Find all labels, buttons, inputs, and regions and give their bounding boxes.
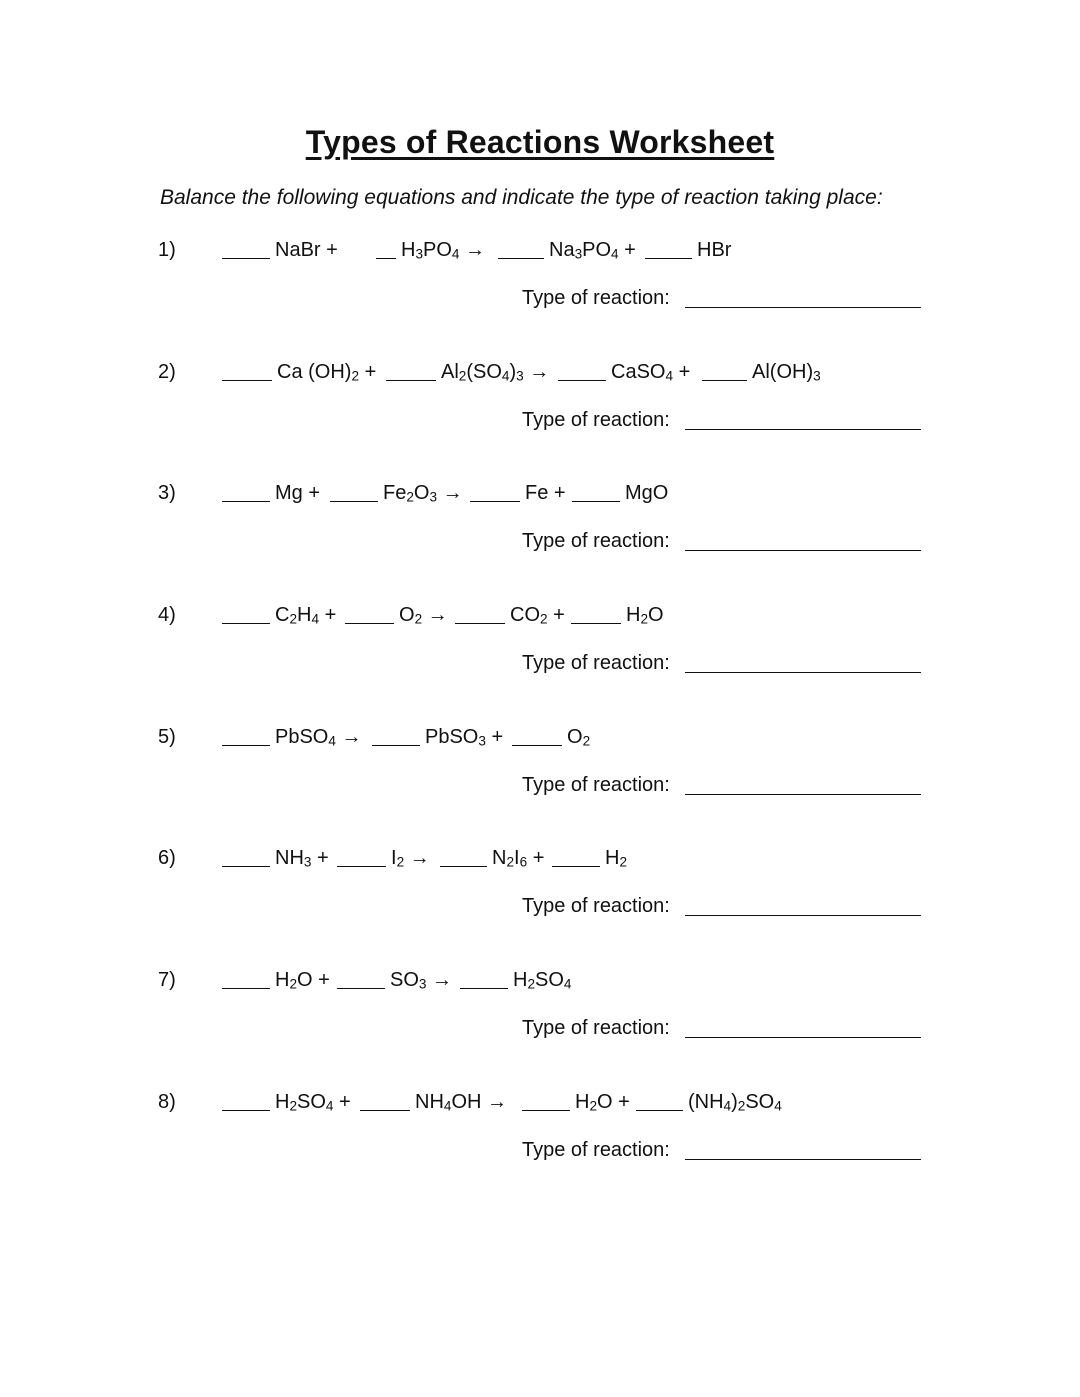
subscript: 2 bbox=[414, 611, 423, 627]
chemical-formula: PbSO$_4$ → bbox=[275, 726, 362, 749]
subscript: 3 bbox=[574, 246, 583, 262]
chemical-formula: $H_2SO_4$ + bbox=[275, 1091, 351, 1114]
plus-sign: + bbox=[612, 1091, 630, 1113]
subscript: 3 bbox=[303, 854, 312, 870]
type-of-reaction-label: Type of reaction: bbox=[522, 895, 670, 917]
coefficient-blank[interactable] bbox=[222, 258, 270, 259]
subscript: 4 bbox=[723, 1098, 732, 1114]
type-of-reaction-label: Type of reaction: bbox=[522, 1139, 670, 1161]
reaction-arrow: → bbox=[335, 726, 362, 748]
plus-sign: + bbox=[673, 361, 691, 383]
plus-sign: + bbox=[547, 604, 565, 626]
type-of-reaction-label: Type of reaction: bbox=[522, 774, 670, 796]
coefficient-blank[interactable] bbox=[702, 380, 747, 381]
chemical-formula: $CO_2$ + bbox=[510, 604, 565, 627]
reaction-arrow: → bbox=[404, 847, 430, 869]
problem-number: 8) bbox=[158, 1091, 176, 1113]
plus-sign: + bbox=[618, 239, 636, 261]
subscript: 2 bbox=[458, 368, 467, 384]
chemical-formula: $(NH_4)_2SO_4$ bbox=[688, 1091, 782, 1114]
coefficient-blank[interactable] bbox=[337, 988, 385, 989]
subscript: 3 bbox=[429, 489, 438, 505]
plus-sign: + bbox=[311, 847, 329, 869]
chemical-formula: $I_2$ → bbox=[391, 847, 430, 870]
coefficient-blank[interactable] bbox=[386, 380, 436, 381]
subscript: 2 bbox=[527, 976, 536, 992]
subscript: 4 bbox=[563, 976, 572, 992]
chemical-formula: NaBr + bbox=[275, 239, 338, 261]
subscript: 6 bbox=[519, 854, 528, 870]
coefficient-blank[interactable] bbox=[337, 866, 386, 867]
chemical-formula: $H_3PO_4$ → bbox=[401, 239, 486, 262]
worksheet-title: Types of Reactions Worksheet bbox=[305, 124, 775, 160]
type-of-reaction-blank[interactable] bbox=[685, 672, 921, 673]
plus-sign: + bbox=[319, 604, 337, 626]
chemical-formula: CaSO$_4$ + bbox=[611, 361, 691, 384]
coefficient-blank[interactable] bbox=[572, 501, 620, 502]
coefficient-blank[interactable] bbox=[558, 380, 606, 381]
coefficient-blank[interactable] bbox=[222, 988, 270, 989]
subscript: 3 bbox=[516, 368, 524, 384]
reaction-arrow: → bbox=[523, 361, 550, 383]
chemical-formula: PbSO$_3$ + bbox=[425, 726, 504, 749]
chemical-formula: $Al(OH)_3$ bbox=[752, 361, 821, 384]
plus-sign: + bbox=[548, 482, 566, 504]
subscript: 2 bbox=[351, 368, 360, 384]
coefficient-blank[interactable] bbox=[512, 745, 562, 746]
subscript: 4 bbox=[665, 368, 674, 384]
coefficient-blank[interactable] bbox=[376, 258, 396, 259]
chemical-formula: $H_2O$ bbox=[626, 604, 664, 627]
type-of-reaction-blank[interactable] bbox=[685, 307, 921, 308]
coefficient-blank[interactable] bbox=[552, 866, 600, 867]
instructions: Balance the following equations and indicate the type of reaction taking place: bbox=[160, 186, 883, 209]
coefficient-blank[interactable] bbox=[522, 1110, 570, 1111]
coefficient-blank[interactable] bbox=[360, 1110, 410, 1111]
subscript: 4 bbox=[501, 368, 510, 384]
coefficient-blank[interactable] bbox=[330, 501, 378, 502]
type-of-reaction-blank[interactable] bbox=[685, 794, 921, 795]
chemical-formula: Fe + bbox=[525, 482, 566, 504]
subscript: 3 bbox=[478, 733, 486, 749]
type-of-reaction-blank[interactable] bbox=[685, 915, 921, 916]
subscript: 2 bbox=[640, 611, 649, 627]
subscript: 2 bbox=[289, 1098, 298, 1114]
chemical-formula: $NH_3$ + bbox=[275, 847, 329, 870]
chemical-formula: $C_2H_4$ + bbox=[275, 604, 337, 627]
chemical-formula: $Na_3PO_4$ + bbox=[549, 239, 636, 262]
coefficient-blank[interactable] bbox=[222, 866, 270, 867]
plus-sign: + bbox=[302, 482, 321, 504]
problem-number: 5) bbox=[158, 726, 176, 748]
coefficient-blank[interactable] bbox=[440, 866, 487, 867]
subscript: 2 bbox=[540, 611, 548, 627]
subscript: 3 bbox=[813, 368, 821, 384]
coefficient-blank[interactable] bbox=[636, 1110, 683, 1111]
subscript: 2 bbox=[737, 1098, 746, 1114]
problem-number: 1) bbox=[158, 239, 176, 261]
chemical-formula: $H_2$ bbox=[605, 847, 628, 870]
subscript: 3 bbox=[415, 246, 424, 262]
coefficient-blank[interactable] bbox=[372, 745, 420, 746]
chemical-formula: HBr bbox=[697, 239, 732, 261]
plus-sign: + bbox=[320, 239, 338, 261]
coefficient-blank[interactable] bbox=[345, 623, 394, 624]
subscript: 4 bbox=[328, 733, 336, 749]
type-of-reaction-label: Type of reaction: bbox=[522, 1017, 670, 1039]
type-of-reaction-blank[interactable] bbox=[685, 550, 921, 551]
subscript: 2 bbox=[396, 854, 405, 870]
reaction-arrow: → bbox=[426, 969, 453, 991]
reaction-arrow: → bbox=[422, 604, 448, 626]
plus-sign: + bbox=[333, 1091, 351, 1113]
type-of-reaction-label: Type of reaction: bbox=[522, 530, 670, 552]
subscript: 2 bbox=[506, 854, 515, 870]
type-of-reaction-blank[interactable] bbox=[685, 429, 921, 430]
subscript: 4 bbox=[451, 246, 460, 262]
coefficient-blank[interactable] bbox=[460, 988, 508, 989]
subscript: 3 bbox=[418, 976, 427, 992]
coefficient-blank[interactable] bbox=[222, 501, 270, 502]
type-of-reaction-blank[interactable] bbox=[685, 1037, 921, 1038]
coefficient-blank[interactable] bbox=[455, 623, 505, 624]
chemical-formula: $N_2I_6$ + bbox=[492, 847, 545, 870]
subscript: 4 bbox=[311, 611, 320, 627]
coefficient-blank[interactable] bbox=[222, 1110, 270, 1111]
plus-sign: + bbox=[312, 969, 330, 991]
coefficient-blank[interactable] bbox=[222, 745, 270, 746]
subscript: 2 bbox=[289, 976, 298, 992]
subscript: 2 bbox=[406, 489, 414, 505]
reaction-arrow: → bbox=[481, 1091, 508, 1113]
chemical-formula: MgO bbox=[625, 482, 669, 504]
subscript: 4 bbox=[443, 1098, 452, 1114]
coefficient-blank[interactable] bbox=[470, 501, 520, 502]
chemical-formula: $SO_3$ → bbox=[390, 969, 453, 992]
chemical-formula: Mg + bbox=[275, 482, 321, 504]
coefficient-blank[interactable] bbox=[571, 623, 621, 624]
problem-number: 2) bbox=[158, 361, 176, 383]
problem-number: 6) bbox=[158, 847, 176, 869]
coefficient-blank[interactable] bbox=[222, 380, 272, 381]
chemical-formula: $Al_2(SO_4)_3$ → bbox=[441, 361, 550, 384]
reaction-arrow: → bbox=[459, 239, 486, 261]
chemical-formula: $NH_4OH$ → bbox=[415, 1091, 508, 1114]
type-of-reaction-label: Type of reaction: bbox=[522, 652, 670, 674]
chemical-formula: $H_2SO_4$ bbox=[513, 969, 572, 992]
coefficient-blank[interactable] bbox=[645, 258, 692, 259]
subscript: 2 bbox=[289, 611, 298, 627]
problem-number: 4) bbox=[158, 604, 176, 626]
type-of-reaction-label: Type of reaction: bbox=[522, 287, 670, 309]
reaction-arrow: → bbox=[437, 482, 463, 504]
chemical-formula: $O_2$ bbox=[567, 726, 591, 749]
plus-sign: + bbox=[527, 847, 545, 869]
subscript: 2 bbox=[619, 854, 628, 870]
coefficient-blank[interactable] bbox=[222, 623, 270, 624]
subscript: 2 bbox=[582, 733, 591, 749]
chemical-formula: $H_2O$ + bbox=[275, 969, 330, 992]
type-of-reaction-label: Type of reaction: bbox=[522, 409, 670, 431]
plus-sign: + bbox=[485, 726, 504, 748]
chemical-formula: Ca $(OH)_2$ + bbox=[277, 361, 377, 384]
chemical-formula: $Fe_2O_3$ → bbox=[383, 482, 463, 505]
type-of-reaction-blank[interactable] bbox=[685, 1159, 921, 1160]
subscript: 2 bbox=[589, 1098, 598, 1114]
subscript: 4 bbox=[325, 1098, 334, 1114]
plus-sign: + bbox=[359, 361, 377, 383]
subscript: 4 bbox=[774, 1098, 782, 1114]
coefficient-blank[interactable] bbox=[498, 258, 544, 259]
subscript: 4 bbox=[611, 246, 619, 262]
problem-number: 7) bbox=[158, 969, 176, 991]
chemical-formula: $H_2O$ + bbox=[575, 1091, 630, 1114]
problem-number: 3) bbox=[158, 482, 176, 504]
chemical-formula: $O_2$ → bbox=[399, 604, 448, 627]
